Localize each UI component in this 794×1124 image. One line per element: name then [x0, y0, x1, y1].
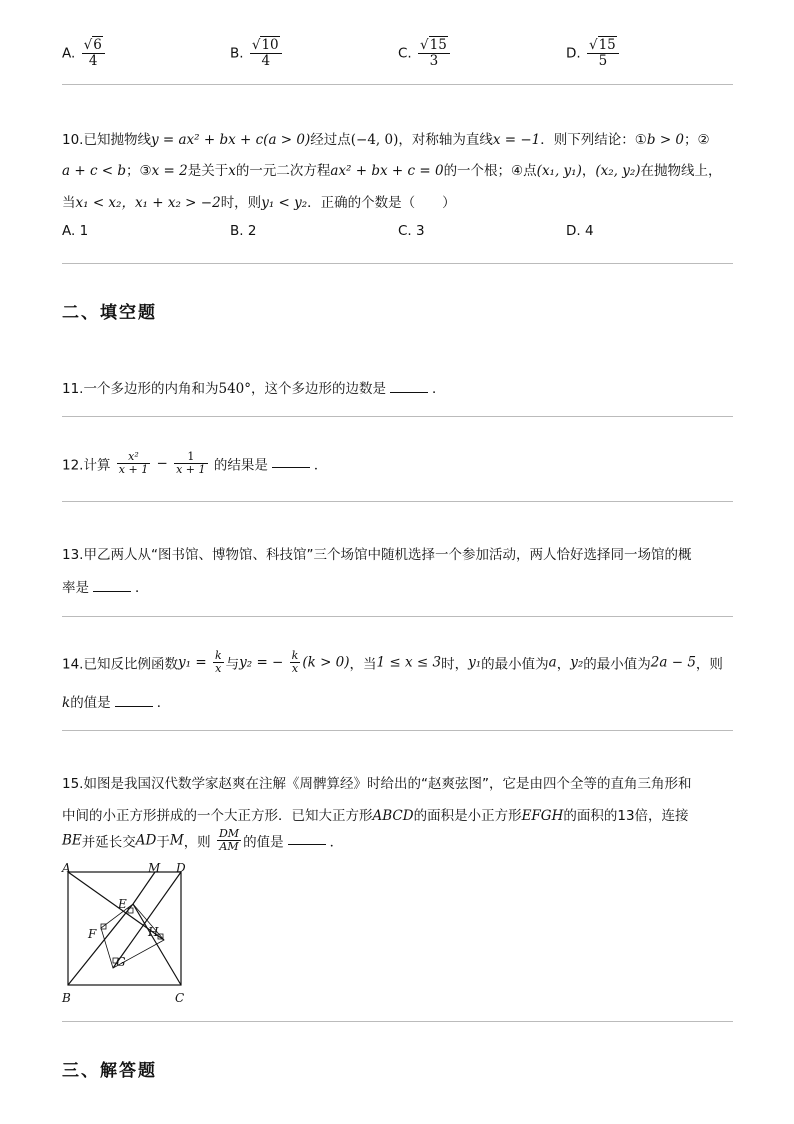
segment-b-e — [68, 904, 133, 985]
label-d: D — [176, 861, 186, 875]
q9-option-a: A. $\frac{√6}{4}$ — [62, 38, 107, 69]
q9-option-c: C. $\frac{√15}{3}$ — [398, 38, 452, 69]
divider — [62, 263, 733, 264]
q15-line-2: 中间的小正方形拼成的一个大正方形．已知大正方形ABCD的面积是小正方形EFGH的面积的13倍，连接 — [62, 808, 689, 824]
divider — [62, 416, 733, 417]
q9-b-fraction: $\frac{√10}{4}$ — [250, 38, 282, 69]
q13-line-2: 率是 ． — [62, 580, 149, 596]
q12-fraction-1: $\frac{\text{x²}}{x + 1}$ — [118, 450, 149, 477]
q15-line-3: BE并延长交AD于M，则 $\frac{DM}{AM}$ 的值是 ． — [62, 827, 344, 854]
answer-blank[interactable] — [390, 391, 428, 393]
section-2-title: 二、填空题 — [62, 303, 157, 323]
q14-line-1: 14.已知反比例函数y₁ = $\frac{k}{x}$ 与y₂ = − $\frac{k}{x}$ (k > 0)，当1 ≤ x ≤ 3时，y₁的最小值为a，y₂的最小值为2a − 5，则 — [62, 649, 723, 676]
divider — [62, 730, 733, 731]
label-c: C — [175, 991, 185, 1005]
q14-line-2: k的值是 ． — [62, 695, 171, 711]
q10-option-a: A. 1 — [62, 223, 89, 239]
divider — [62, 84, 733, 85]
label-b: B — [62, 991, 71, 1005]
q10-line-2: a + c < b；③x = 2是关于x的一元二次方程ax² + bx + c = 0的一个根；④点(x₁, y₁)，(x₂, y₂)在抛物线上， — [62, 163, 722, 179]
q9-a-fraction: $\frac{√6}{4}$ — [82, 38, 105, 69]
answer-blank[interactable] — [93, 590, 131, 592]
divider — [62, 1021, 733, 1022]
label-a: A — [62, 861, 71, 875]
label-f: F — [88, 927, 97, 941]
q13-line-1: 13.甲乙两人从“图书馆、博物馆、科技馆”三个场馆中随机选择一个参加活动，两人恰好选择同一场馆的概 — [62, 547, 692, 563]
section-3-title: 三、解答题 — [62, 1061, 157, 1081]
segment-c-e — [133, 904, 181, 985]
q10-option-d: D. 4 — [566, 223, 594, 239]
q12-line: 12.计算 $\frac{\text{x²}}{x + 1}$ − $\frac{1}{x + 1}$ 的结果是 ． — [62, 450, 328, 477]
q11-line: 11.一个多边形的内角和为540°，这个多边形的边数是 ． — [62, 381, 446, 397]
label-m: M — [148, 861, 161, 875]
q14-fraction-1: $\frac{k}{x}$ — [214, 649, 222, 676]
q9-c-fraction: $\frac{√15}{3}$ — [418, 38, 450, 69]
q15-line-1: 15.如图是我国汉代数学家赵爽在注解《周髀算经》时给出的“赵爽弦图”，它是由四个全等的直角三角形和 — [62, 776, 692, 792]
answer-blank[interactable] — [288, 843, 326, 845]
q9-option-b: B. $\frac{√10}{4}$ — [230, 38, 284, 69]
label-h: H — [148, 925, 159, 939]
answer-blank[interactable] — [115, 705, 153, 707]
q10-line-3: 当x₁ < x₂，x₁ + x₂ > −2时，则y₁ < y₂．正确的个数是（ ） — [62, 195, 456, 211]
q10-option-b: B. 2 — [230, 223, 257, 239]
q10-option-c: C. 3 — [398, 223, 425, 239]
label-e: E — [118, 897, 127, 911]
zhao-shuang-figure — [58, 860, 198, 1006]
q10-line-1: 10.已知抛物线y = ax² + bx + c(a > 0)经过点(−4, 0)，对称轴为直线x = −1．则下列结论：①b > 0；② — [62, 132, 710, 148]
answer-blank[interactable] — [272, 466, 310, 468]
label-g: G — [116, 955, 126, 969]
q14-fraction-2: $\frac{k}{x}$ — [291, 649, 299, 676]
q9-d-fraction: $\frac{√15}{5}$ — [587, 38, 619, 69]
divider — [62, 616, 733, 617]
q9-option-d: D. $\frac{√15}{5}$ — [566, 38, 621, 69]
q15-fraction: $\frac{DM}{AM}$ — [218, 827, 240, 854]
q12-fraction-2: $\frac{1}{x + 1}$ — [176, 450, 206, 477]
segment-e-m — [133, 872, 155, 904]
divider — [62, 501, 733, 502]
